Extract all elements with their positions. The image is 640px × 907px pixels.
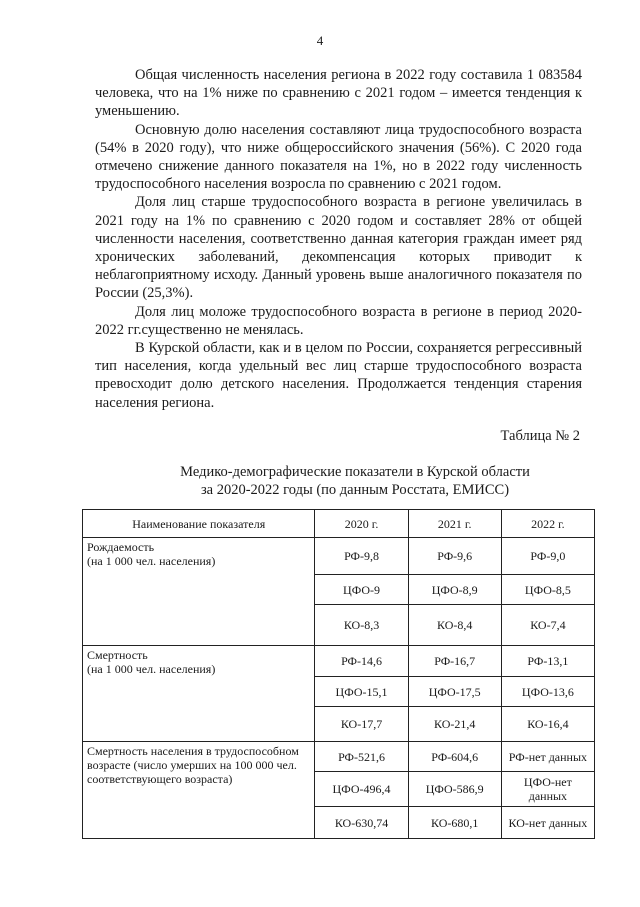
value-cell: ЦФО-496,4 <box>315 772 408 807</box>
value-cell: РФ-9,0 <box>501 538 594 575</box>
value-cell: КО-16,4 <box>501 707 594 742</box>
value-cell: РФ-9,8 <box>315 538 408 575</box>
page-number: 4 <box>316 33 324 48</box>
body-text <box>95 66 582 412</box>
value-cell: ЦФО-13,6 <box>501 677 594 707</box>
value-cell: РФ-9,6 <box>408 538 501 575</box>
value-cell: КО-17,7 <box>315 707 408 742</box>
table-title-line: за 2020-2022 годы (по данным Росстата, ЕМИСС) <box>200 481 510 498</box>
value-cell: РФ-604,6 <box>408 742 501 772</box>
table-row <box>83 538 595 575</box>
paragraph: Доля лиц моложе трудоспособного возраста в регионе в период 2020-2022 гг.существенно не менялась. <box>95 303 582 338</box>
table-label: Таблица № 2 <box>500 428 580 444</box>
value-cell: ЦФО-17,5 <box>408 677 501 707</box>
table-row <box>83 646 595 677</box>
demographics-table <box>82 509 595 839</box>
value-cell: КО-7,4 <box>501 605 594 646</box>
value-cell: РФ-нет данных <box>501 742 594 772</box>
table-title <box>95 464 615 499</box>
value-cell: ЦФО-нет данных <box>501 772 594 807</box>
value-cell: КО-8,3 <box>315 605 408 646</box>
value-cell: ЦФО-8,9 <box>408 575 501 605</box>
value-cell: РФ-521,6 <box>315 742 408 772</box>
paragraph: В Курской области, как и в целом по России, сохраняется регрессивный тип населения, когда удельный вес лиц старше трудоспособного возраста превосходит долю детского населения. Продолжается тенденция старения населения региона. <box>95 340 582 411</box>
paragraph: Основную долю населения составляют лица трудоспособного возраста (54% в 2020 году), что ниже общероссийского значения (56%). С 2020 года отмечено снижение данного показателя на 1%, но в 2022 году численность трудоспособного населения возросла по сравнению с 2021 годом. <box>95 121 582 193</box>
indicator-cell: Смертность (на 1 000 чел. населения) <box>83 646 315 742</box>
indicator-cell: Смертность населения в трудоспособном возрасте (число умерших на 100 000 чел. соответствующего возраста) <box>83 742 315 839</box>
value-cell: КО-630,74 <box>315 807 408 839</box>
table-row <box>83 742 595 772</box>
value-cell: ЦФО-586,9 <box>408 772 501 807</box>
column-header: 2022 г. <box>501 510 594 538</box>
table-title-line: Медико-демографические показатели в Курской области <box>180 464 530 480</box>
value-cell: РФ-16,7 <box>408 646 501 677</box>
value-cell: КО-21,4 <box>408 707 501 742</box>
value-cell: КО-нет данных <box>501 807 594 839</box>
column-header: 2020 г. <box>315 510 408 538</box>
indicator-cell: Рождаемость (на 1 000 чел. населения) <box>83 538 315 646</box>
paragraph: Общая численность населения региона в 2022 году составила 1 083584 человека, что на 1% ниже по сравнению с 2021 годом – имеется тенденция к уменьшению. <box>95 67 582 120</box>
value-cell: КО-680,1 <box>408 807 501 839</box>
column-header: Наименование показателя <box>83 510 315 538</box>
value-cell: ЦФО-9 <box>315 575 408 605</box>
value-cell: РФ-14,6 <box>315 646 408 677</box>
paragraph: Доля лиц старше трудоспособного возраста в регионе увеличилась в 2021 году на 1% по сравнению с 2020 годом и составляет 28% от общей численности населения, соответственно данная категория граждан имеет ряд хронических заболеваний, декомпенсация которых приводит к неблагоприятному исходу. Данный уровень выше аналогичного показателя по России (25,3%). <box>95 194 582 302</box>
value-cell: РФ-13,1 <box>501 646 594 677</box>
value-cell: КО-8,4 <box>408 605 501 646</box>
value-cell: ЦФО-15,1 <box>315 677 408 707</box>
column-header: 2021 г. <box>408 510 501 538</box>
table-header-row <box>83 510 595 538</box>
value-cell: ЦФО-8,5 <box>501 575 594 605</box>
